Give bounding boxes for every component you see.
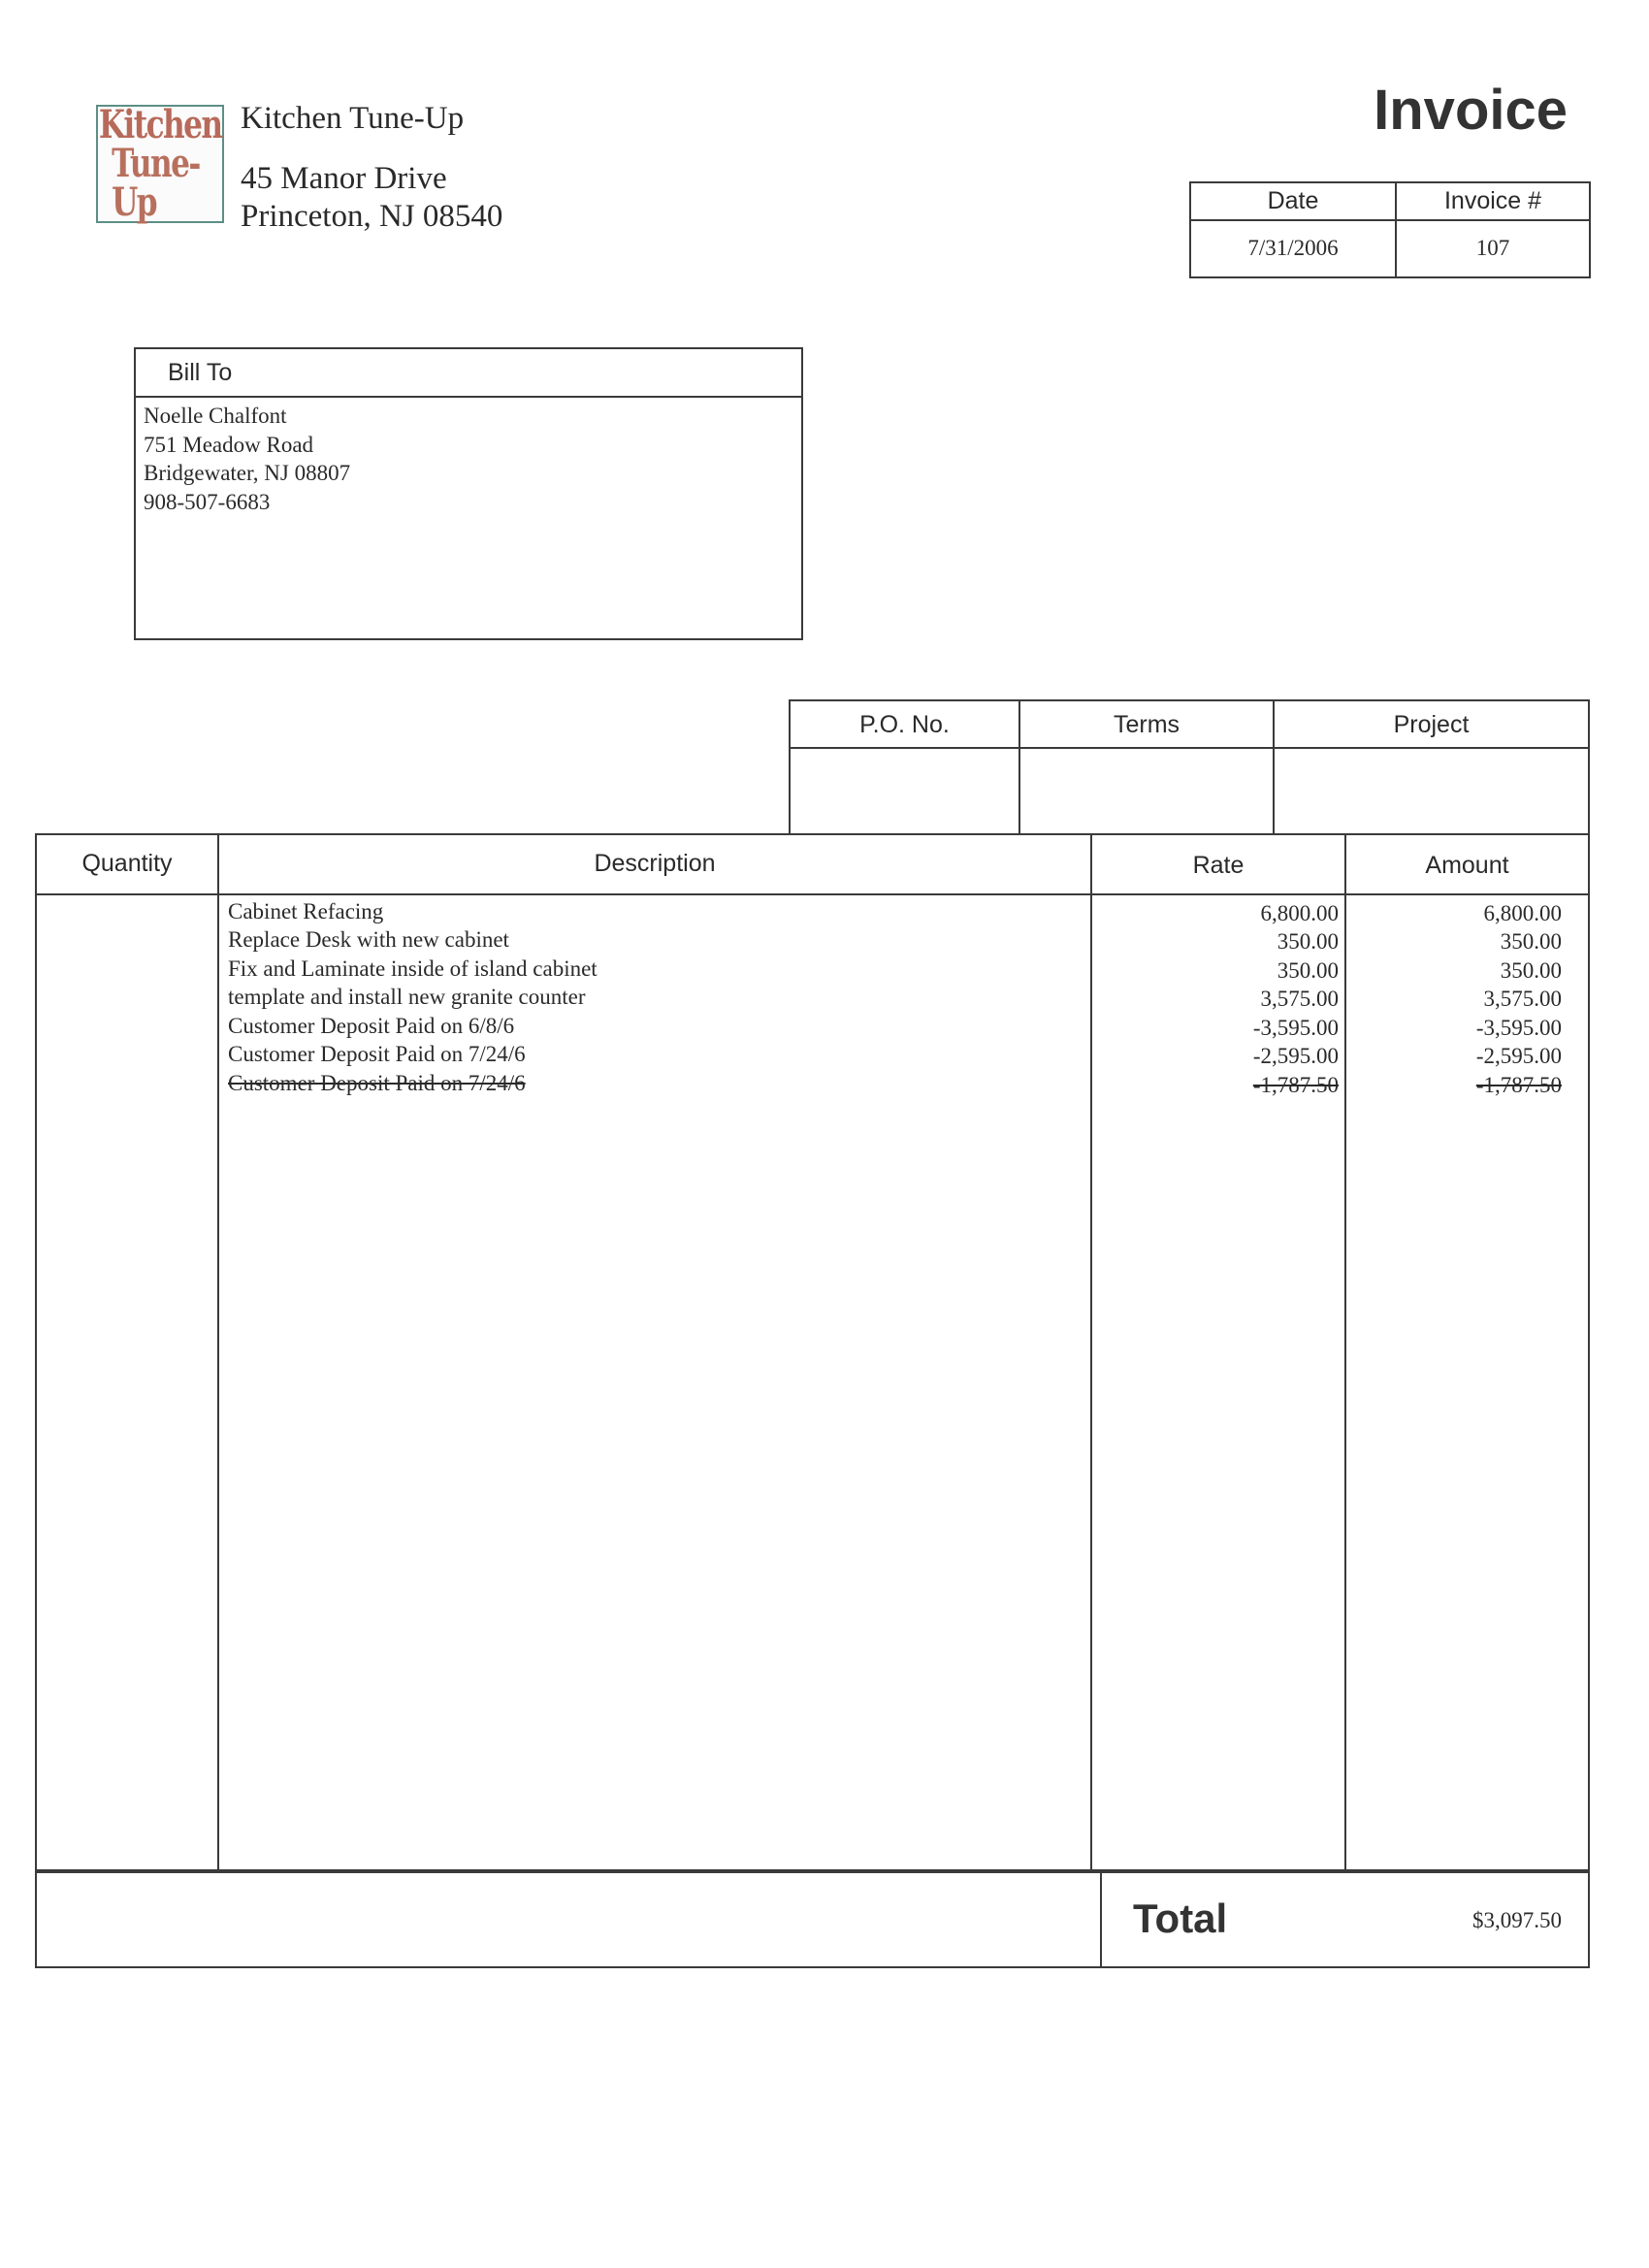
item-rate: 350.00 bbox=[1277, 929, 1339, 954]
invoice-number-header: Invoice # bbox=[1443, 187, 1542, 214]
bill-to-phone: 908-507-6683 bbox=[144, 489, 271, 514]
item-amount: 350.00 bbox=[1500, 958, 1562, 983]
quantity-header: Quantity bbox=[81, 850, 173, 877]
total-row bbox=[35, 1871, 1590, 1968]
item-description: Customer Deposit Paid on 7/24/6 bbox=[228, 1042, 526, 1066]
item-amount: 3,575.00 bbox=[1483, 987, 1562, 1011]
project-header: Project bbox=[1393, 711, 1470, 738]
item-rate: -2,595.00 bbox=[1252, 1044, 1339, 1068]
company-address-line2: Princeton, NJ 08540 bbox=[241, 199, 503, 234]
item-description: Replace Desk with new cabinet bbox=[228, 927, 509, 952]
description-header: Description bbox=[594, 850, 716, 877]
rate-header: Rate bbox=[1192, 852, 1245, 879]
item-description: Cabinet Refacing bbox=[228, 899, 384, 923]
bill-to-city: Bridgewater, NJ 08807 bbox=[144, 461, 351, 485]
item-amount: -3,595.00 bbox=[1475, 1016, 1562, 1040]
po-number-header: P.O. No. bbox=[859, 711, 950, 738]
item-amount: 6,800.00 bbox=[1483, 901, 1562, 925]
company-logo bbox=[96, 102, 224, 225]
bill-to-label: Bill To bbox=[168, 359, 233, 386]
item-amount: -2,595.00 bbox=[1475, 1044, 1562, 1068]
invoice-title: Invoice bbox=[1374, 79, 1568, 142]
item-description: Fix and Laminate inside of island cabinet bbox=[228, 956, 598, 981]
total-value: $3,097.50 bbox=[1472, 1908, 1562, 1932]
logo-text-line1: Kitchen bbox=[98, 102, 222, 147]
item-amount: 350.00 bbox=[1500, 929, 1562, 954]
invoice-date: 7/31/2006 bbox=[1247, 236, 1339, 260]
company-name: Kitchen Tune-Up bbox=[241, 101, 465, 136]
item-rate: 6,800.00 bbox=[1260, 901, 1339, 925]
item-description: Customer Deposit Paid on 6/8/6 bbox=[228, 1014, 515, 1038]
item-rate: -3,595.00 bbox=[1252, 1016, 1339, 1040]
item-rate: 350.00 bbox=[1277, 958, 1339, 983]
bill-to-street: 751 Meadow Road bbox=[144, 432, 314, 457]
item-rate: -1,787.50 bbox=[1252, 1073, 1339, 1097]
bill-to-address bbox=[144, 402, 350, 516]
terms-header: Terms bbox=[1113, 711, 1180, 738]
logo-text-line2: Tune-Up bbox=[112, 141, 200, 225]
amount-header: Amount bbox=[1425, 852, 1509, 879]
date-header: Date bbox=[1267, 187, 1319, 214]
bill-to-name: Noelle Chalfont bbox=[144, 404, 287, 428]
invoice-number: 107 bbox=[1475, 236, 1510, 260]
total-label: Total bbox=[1133, 1895, 1228, 1941]
company-address-line1: 45 Manor Drive bbox=[241, 161, 447, 196]
item-description: template and install new granite counter bbox=[228, 985, 586, 1009]
item-description: Customer Deposit Paid on 7/24/6 bbox=[228, 1071, 526, 1095]
item-rate: 3,575.00 bbox=[1260, 987, 1339, 1011]
item-amount: -1,787.50 bbox=[1475, 1073, 1562, 1097]
